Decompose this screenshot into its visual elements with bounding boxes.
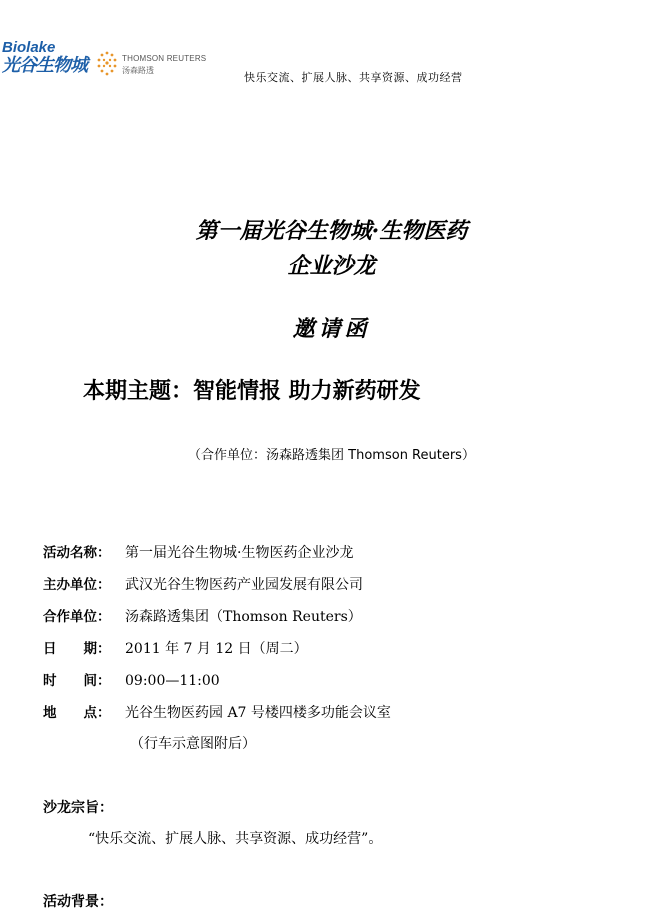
thomson-reuters-name-cn: 汤森路透 — [122, 66, 154, 75]
info-row-location — [43, 701, 391, 722]
partner-note: （合作单位：汤森路透集团 Thomson Reuters） — [188, 448, 475, 463]
info-label: 主办单位： — [43, 577, 111, 593]
info-value: 09:00—11:00 — [125, 673, 220, 689]
info-row-partner — [43, 605, 362, 626]
info-row-name — [43, 541, 353, 562]
biolake-logo — [2, 40, 92, 76]
biolake-logo-cn: 光谷生物城 — [2, 55, 87, 76]
event-title-line1: 第一届光谷生物城·生物医药 — [195, 218, 468, 244]
info-value: 2011 年 7 月 12 日（周二） — [125, 641, 308, 657]
info-label: 地 点： — [43, 705, 111, 721]
info-location-note: （行车示意图附后） — [130, 736, 256, 752]
info-label: 活动名称： — [43, 545, 111, 561]
event-title — [0, 214, 663, 284]
info-label: 日 期： — [43, 641, 111, 657]
thomson-reuters-logo — [96, 50, 206, 80]
info-value: 汤森路透集团（Thomson Reuters） — [125, 609, 362, 625]
info-label: 合作单位： — [43, 609, 111, 625]
background-label: 活动背景： — [43, 894, 113, 910]
purpose-text: “快乐交流、扩展人脉、共享资源、成功经营”。 — [88, 831, 383, 847]
info-row-organizer — [43, 573, 363, 594]
header-slogan: 快乐交流、扩展人脉、共享资源、成功经营 — [244, 71, 463, 84]
purpose-label: 沙龙宗旨： — [43, 800, 113, 816]
theme-heading: 本期主题：智能情报 助力新药研发 — [83, 379, 421, 404]
info-value: 光谷生物医药园 A7 号楼四楼多功能会议室 — [125, 705, 391, 721]
info-row-date — [43, 637, 308, 658]
info-value: 武汉光谷生物医药产业园发展有限公司 — [125, 577, 363, 593]
info-value: 第一届光谷生物城·生物医药企业沙龙 — [125, 545, 354, 561]
invitation-heading: 邀请函 — [292, 316, 371, 342]
biolake-logo-en: Biolake — [2, 39, 56, 56]
event-title-line2: 企业沙龙 — [287, 253, 376, 279]
thomson-reuters-mark-icon — [96, 50, 118, 78]
thomson-reuters-name-en: THOMSON REUTERS — [122, 54, 207, 63]
info-row-time — [43, 669, 220, 689]
info-label: 时 间： — [43, 673, 111, 689]
